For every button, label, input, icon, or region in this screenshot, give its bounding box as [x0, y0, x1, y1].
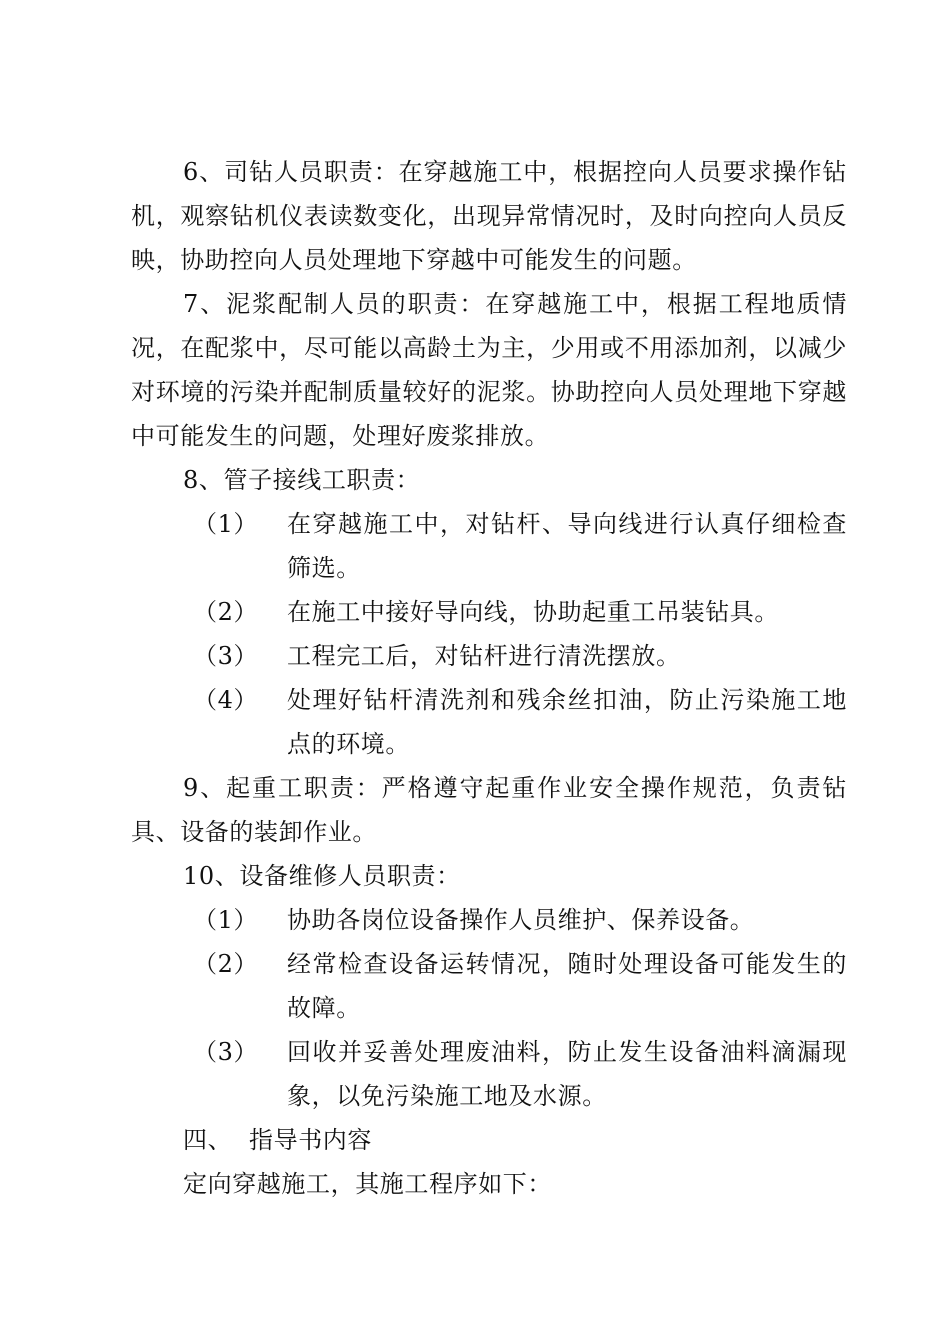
document-body	[131, 150, 847, 1206]
list-item-text: 回收并妥善处理废油料，防止发生设备油料滴漏现象，以免污染施工地及水源。	[287, 1038, 847, 1110]
list-item-number: （3）	[193, 642, 259, 670]
paragraph-maintenance-duties: 10、设备维修人员职责：	[183, 862, 461, 890]
paragraph-pipe-connector-duties: 8、管子接线工职责：	[183, 466, 421, 494]
list-item	[131, 1030, 847, 1118]
paragraph-driller-duties: 6、司钻人员职责：在穿越施工中，根据控向人员要求操作钻机，观察钻机仪表读数变化，出现异常情况时，及时向控向人员反映，协助控向人员处理地下穿越中可能发生的问题。	[131, 158, 847, 274]
list-item-number: （4）	[193, 686, 259, 714]
paragraph-rigger-duties: 9、起重工职责：严格遵守起重作业安全操作规范，负责钻具、设备的装卸作业。	[131, 774, 847, 846]
list-item	[131, 678, 847, 766]
list-item-number: （1）	[193, 510, 259, 538]
list-item	[131, 590, 847, 634]
list-item-number: （3）	[193, 1038, 259, 1066]
list-item-text: 协助各岗位设备操作人员维护、保养设备。	[287, 906, 755, 934]
section-title: 指导书内容	[249, 1126, 372, 1154]
list-item-text: 处理好钻杆清洗剂和残余丝扣油，防止污染施工地点的环境。	[287, 686, 847, 758]
list-item-number: （2）	[193, 598, 259, 626]
list-item-text: 在施工中接好导向线，协助起重工吊装钻具。	[287, 598, 779, 626]
list-item-text: 在穿越施工中，对钻杆、导向线进行认真仔细检查筛选。	[287, 510, 847, 582]
section-number: 四、	[183, 1126, 233, 1154]
paragraph-mud-mixer-duties: 7、泥浆配制人员的职责：在穿越施工中，根据工程地质情况，在配浆中，尽可能以高龄土为主，少用或不用添加剂，以减少对环境的污染并配制质量较好的泥浆。协助控向人员处理地下穿越中可能发生的问题，处理好废浆排放。	[131, 290, 847, 450]
list-item	[131, 634, 847, 678]
list-item-text: 经常检查设备运转情况，随时处理设备可能发生的故障。	[287, 950, 847, 1022]
list-item	[131, 898, 847, 942]
paragraph-procedure-intro: 定向穿越施工，其施工程序如下：	[183, 1170, 552, 1198]
list-item-number: （1）	[193, 906, 259, 934]
list-item-number: （2）	[193, 950, 259, 978]
list-item	[131, 502, 847, 590]
section-heading	[131, 1118, 847, 1162]
list-item-text: 工程完工后，对钻杆进行清洗摆放。	[287, 642, 681, 670]
list-item	[131, 942, 847, 1030]
